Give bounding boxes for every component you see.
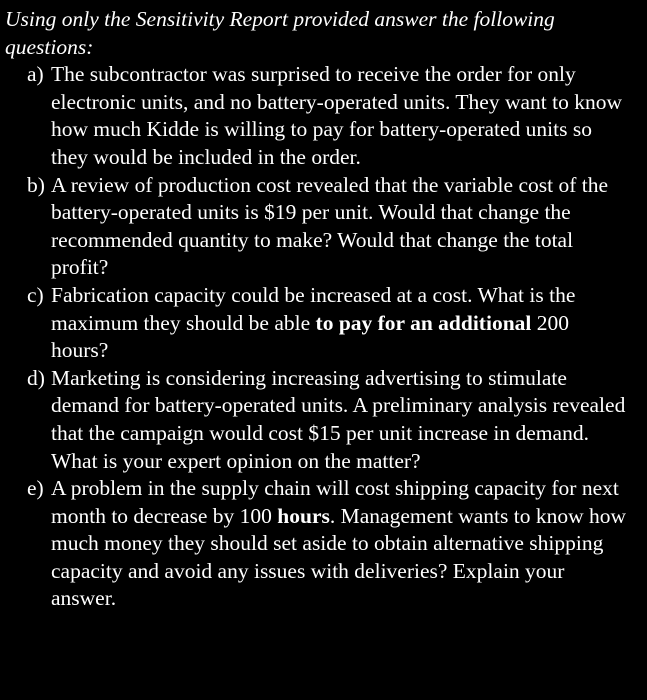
question-text: A problem in the supply chain will cost shipping capacity for next month to decrease by 100 xyxy=(51,476,619,528)
question-e xyxy=(5,475,631,613)
question-text: Fabrication capacity could be increased at a cost. What is the maximum they should be able xyxy=(51,282,576,335)
question-text: 200 hours? xyxy=(51,310,569,363)
instructions-heading: Using only the Sensitivity Report provided answer the following questions: xyxy=(5,7,555,59)
question-marker: c) xyxy=(27,282,44,307)
question-text: A review of production cost revealed that the variable cost of the battery-operated units is $19 per unit. Would that change the recommended quantity to make? Would that change the total profit? xyxy=(51,172,609,280)
question-text-bold: hours xyxy=(277,503,330,528)
question-text-bold: to pay for an additional xyxy=(315,310,532,335)
question-d xyxy=(5,365,631,475)
question-a xyxy=(5,61,631,171)
question-marker: d) xyxy=(27,365,45,390)
question-c xyxy=(5,282,631,365)
question-text: Marketing is considering increasing advertising to stimulate demand for battery-operated units. A preliminary analysis revealed that the campaign would cost $15 per unit increase in demand. What is your expert opinion on the matter? xyxy=(51,365,626,473)
question-text: . Management wants to know how much money they should set aside to obtain alternative shipping capacity and avoid any issues with deliveries? Explain your answer. xyxy=(51,503,627,611)
question-b xyxy=(5,172,631,282)
question-marker: e) xyxy=(27,476,44,501)
question-text: The subcontractor was surprised to receive the order for only electronic units, and no battery-operated units. They want to know how much Kidde is willing to pay for battery-operated units so they would be included in the order. xyxy=(51,62,622,169)
question-marker: b) xyxy=(27,172,45,197)
question-marker: a) xyxy=(27,62,44,87)
question-list xyxy=(5,61,631,613)
